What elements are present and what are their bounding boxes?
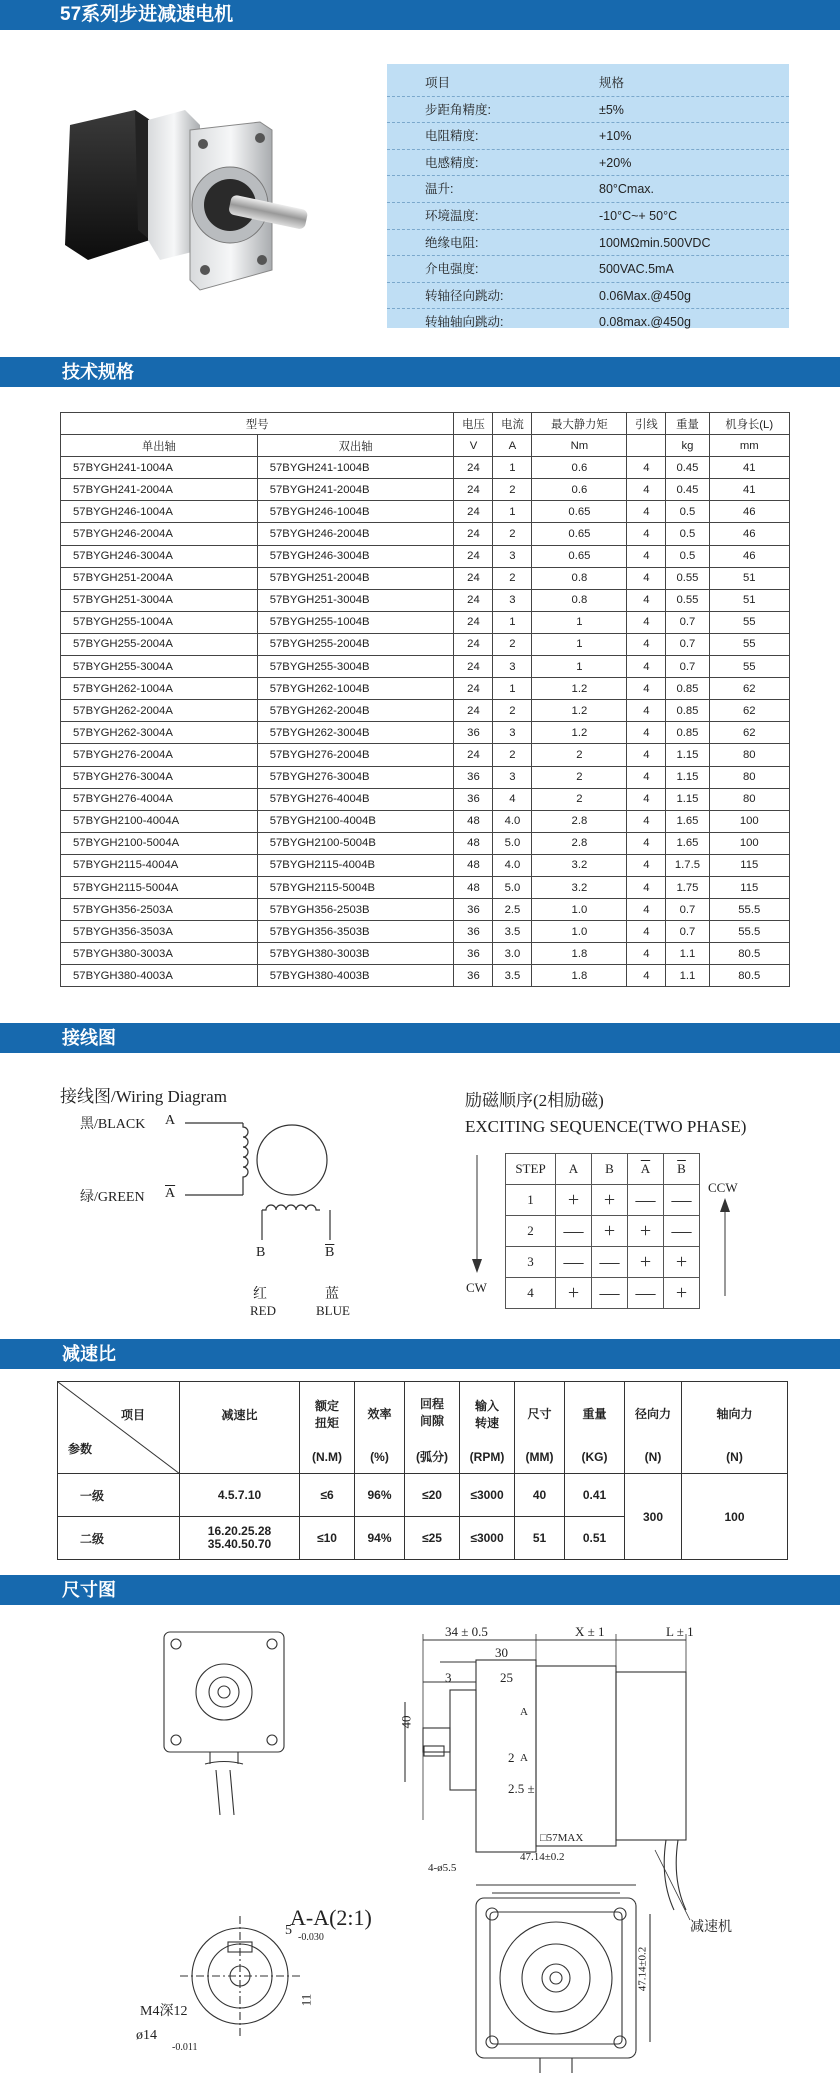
label-red-en: RED (250, 1303, 276, 1318)
dim-14-tol: -0.011 (172, 2042, 198, 2053)
dim-11: 11 (298, 1993, 314, 2007)
table-row: 57BYGH246-3004A 57BYGH246-3004B 24 3 0.65 4 0.5 46 (61, 545, 790, 567)
dim-47-14-h: 47.14±0.2 (520, 1851, 565, 1863)
label-red-cn: 红 (253, 1285, 267, 1301)
label-ccw: CCW (708, 1180, 738, 1195)
dim-2-5: 2.5 ± (508, 1781, 535, 1796)
reduction-header-cell: 轴向力 (N) (682, 1382, 788, 1474)
table-row: 57BYGH262-1004A 57BYGH262-1004B 24 1 1.2 4 0.85 62 (61, 678, 790, 700)
dim-47-14-v: 47.14±0.2 (636, 1946, 649, 1992)
spec-row: 电感精度: +20% (387, 150, 789, 177)
spec-row: 转轴轴向跳动: 0.08max.@450g (425, 315, 691, 330)
dim-30: 30 (495, 1645, 508, 1660)
dim-a1: A (520, 1706, 528, 1718)
table-row: 57BYGH276-4004A 57BYGH276-4004B 36 4 2 4 1.15 80 (61, 788, 790, 810)
reduction-header-cell: 径向力 (N) (625, 1382, 682, 1474)
dim-5-tol: -0.030 (298, 1932, 324, 1943)
label-a: A (165, 1113, 176, 1128)
wiring-coil-diagram (185, 1115, 345, 1245)
reduction-header-cell: 额定 扭矩 (N.M) (300, 1382, 355, 1474)
dim-l: L ± 1 (666, 1624, 694, 1639)
table-row: 57BYGH241-1004A 57BYGH241-1004B 24 1 0.6 4 0.45 41 (61, 457, 790, 479)
sequence-row: 2 — + + — (506, 1216, 700, 1247)
tech-spec-table (60, 412, 790, 987)
reduction-header-cell: 输入 转速 (RPM) (460, 1382, 515, 1474)
table-row: 57BYGH262-2004A 57BYGH262-2004B 24 2 1.2 4 0.85 62 (61, 700, 790, 722)
label-a-bar: $\overline{A}$ (165, 1186, 176, 1201)
dim-x: X ± 1 (575, 1624, 605, 1639)
table-row: 57BYGH255-3004A 57BYGH255-3004B 24 3 1 4 0.7 55 (61, 656, 790, 678)
spec-header: 项目 规格 (387, 70, 789, 97)
wiring-diagram-title: 接线图/Wiring Diagram (60, 1087, 227, 1106)
page-title-bar (0, 0, 840, 30)
exciting-sequence-table (505, 1153, 700, 1309)
reduction-header-cell: 尺寸 (MM) (515, 1382, 565, 1474)
dim-25: 25 (500, 1670, 513, 1685)
dim-4-holes: 4-ø5.5 (428, 1862, 457, 1874)
spec-row: 介电强度: 500VAC.5mA (387, 256, 789, 283)
label-cw: CW (466, 1280, 487, 1295)
reduction-row-1: 一级 4.5.7.10 ≤6 96% ≤20 ≤3000 40 0.41 300 100 (58, 1474, 788, 1517)
table-unit-row: 单出轴 双出轴 V A Nm kg mm (61, 435, 790, 457)
sequence-row: 1 + + — — (506, 1185, 700, 1216)
table-row: 57BYGH255-1004A 57BYGH255-1004B 24 1 1 4 0.7 55 (61, 611, 790, 633)
reduction-header-cell: 重量 (KG) (565, 1382, 625, 1474)
label-blue-cn: 蓝 (325, 1285, 339, 1301)
cw-arrow-icon (470, 1155, 485, 1275)
reduction-table: 项目 参数 减速比 额定 扭矩 (N.M) 效率 (%) 回程 间隙 (弧分) 输入 转速 (RPM) 尺寸 (MM) 重量 (KG) 径向力 (N) 轴向力 (N) 一级 4.5.7.10 ≤6 96% ≤20 ≤3000 40 0.41 300 100 二级 16.20.25.28 35.40.50.70 ≤10 94% ≤25 ≤3000 51 0.51 (57, 1381, 788, 1560)
table-row: 57BYGH246-1004A 57BYGH246-1004B 24 1 0.65 4 0.5 46 (61, 501, 790, 523)
dim-5: 5 (285, 1923, 292, 1938)
gearbox-label: 减速机 (690, 1918, 732, 1934)
section-label: A-A(2:1) (290, 1905, 372, 1930)
table-row: 57BYGH380-4003A 57BYGH380-4003B 36 3.5 1.8 4 1.1 80.5 (61, 965, 790, 987)
dim-a2: A (520, 1752, 528, 1764)
corner-cell: 项目 参数 (58, 1382, 180, 1474)
section-bar-dimensions: 尺寸图 (0, 1575, 840, 1605)
section-bar-reduction: 减速比 (0, 1339, 840, 1369)
dim-34: 34 ± 0.5 (445, 1624, 488, 1639)
spec-row: 步距角精度: ±5% (387, 97, 789, 124)
dim-3: 3 (445, 1670, 452, 1685)
table-row: 57BYGH276-3004A 57BYGH276-3004B 36 3 2 4 1.15 80 (61, 766, 790, 788)
sequence-header-row: STEP A B $\overline{A}$ $\overline{B}$ (506, 1154, 700, 1185)
label-black: 黑/BLACK (80, 1117, 146, 1132)
table-row: 57BYGH262-3004A 57BYGH262-3004B 36 3 1.2 4 0.85 62 (61, 722, 790, 744)
table-row: 57BYGH2115-4004A 57BYGH2115-4004B 48 4.0 3.2 4 1.7.5 115 (61, 854, 790, 876)
dimension-drawing (150, 1620, 810, 2073)
label-blue-en: BLUE (316, 1303, 350, 1318)
label-green: 绿/GREEN (80, 1190, 145, 1205)
spec-row: 转轴径向跳动: 0.06Max.@450g (387, 283, 789, 310)
table-row: 57BYGH380-3003A 57BYGH380-3003B 36 3.0 1.8 4 1.1 80.5 (61, 943, 790, 965)
reduction-header-cell: 回程 间隙 (弧分) (405, 1382, 460, 1474)
dim-14: ø14 (136, 2028, 157, 2043)
table-row: 57BYGH2115-5004A 57BYGH2115-5004B 48 5.0 3.2 4 1.75 115 (61, 876, 790, 898)
sequence-title-cn: 励磁顺序(2相励磁) (465, 1091, 604, 1110)
table-row: 57BYGH251-2004A 57BYGH251-2004B 24 2 0.8 4 0.55 51 (61, 567, 790, 589)
radial-force-value: 300 (625, 1474, 682, 1560)
diagonal-line (58, 1382, 180, 1474)
sequence-title-en: EXCITING SEQUENCE(TWO PHASE) (465, 1117, 747, 1136)
table-row: 57BYGH2100-4004A 57BYGH2100-4004B 48 4.0 2.8 4 1.65 100 (61, 810, 790, 832)
ccw-arrow-icon (718, 1198, 733, 1296)
page-title: 57系列步进减速电机 (60, 4, 234, 25)
label-b: B (256, 1245, 266, 1260)
dim-57max: □57MAX (540, 1832, 584, 1844)
table-row: 57BYGH356-2503A 57BYGH356-2503B 36 2.5 1.0 4 0.7 55.5 (61, 899, 790, 921)
table-row: 57BYGH276-2004A 57BYGH276-2004B 24 2 2 4 1.15 80 (61, 744, 790, 766)
table-row: 57BYGH255-2004A 57BYGH255-2004B 24 2 1 4 0.7 55 (61, 633, 790, 655)
table-row: 57BYGH2100-5004A 57BYGH2100-5004B 48 5.0 2.8 4 1.65 100 (61, 832, 790, 854)
spec-panel (387, 64, 789, 328)
table-row: 57BYGH251-3004A 57BYGH251-3004B 24 3 0.8 4 0.55 51 (61, 589, 790, 611)
dim-40: 40 (398, 1715, 414, 1729)
spec-row: 绝缘电阻: 100MΩmin.500VDC (387, 230, 789, 257)
spec-row: 电阻精度: +10% (387, 123, 789, 150)
dim-m4: M4深12 (140, 2004, 188, 2019)
spec-row: 环境温度: -10°C~+ 50°C (387, 203, 789, 230)
sequence-row: 4 + — — + (506, 1278, 700, 1309)
label-b-bar: $\overline{B}$ (325, 1245, 335, 1260)
reduction-row-2: 二级 16.20.25.28 35.40.50.70 ≤10 94% ≤25 ≤3000 51 0.51 (58, 1517, 788, 1560)
spec-row: 温升: 80°Cmax. (387, 176, 789, 203)
table-header-row: 型号 电压 电流 最大静力矩 引线 重量 机身长(L) (61, 413, 790, 435)
axial-force-value: 100 (682, 1474, 788, 1560)
dim-2: 2 (508, 1750, 515, 1765)
section-bar-tech: 技术规格 (0, 357, 840, 387)
table-row: 57BYGH356-3503A 57BYGH356-3503B 36 3.5 1.0 4 0.7 55.5 (61, 921, 790, 943)
motor-photo (50, 100, 350, 330)
table-row: 57BYGH246-2004A 57BYGH246-2004B 24 2 0.65 4 0.5 46 (61, 523, 790, 545)
table-row: 57BYGH241-2004A 57BYGH241-2004B 24 2 0.6 4 0.45 41 (61, 479, 790, 501)
reduction-header-cell: 效率 (%) (355, 1382, 405, 1474)
sequence-row: 3 — — + + (506, 1247, 700, 1278)
section-bar-wiring: 接线图 (0, 1023, 840, 1053)
